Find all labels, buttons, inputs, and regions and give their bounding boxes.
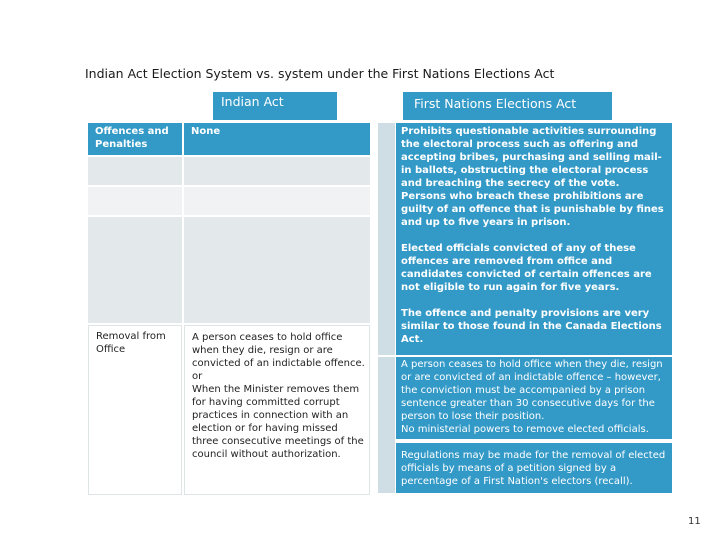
indian-act-header: Indian Act (213, 92, 337, 120)
separator-strip-2 (378, 357, 395, 493)
removal-fnea-para-3: Regulations may be made for the removal of elected officials by means of a petition signed by a percentage of a First Nation's electors (recall). (401, 450, 666, 487)
removal-indian-act-text-2: When the Minister removes them for having committed corrupt practices in connection with an election or for having missed three consecutive meetings of the council without authorization. (192, 384, 364, 460)
removal-fnea-para-2: No ministerial powers to remove elected officials. (401, 424, 649, 435)
page-number: 11 (688, 516, 701, 527)
offences-indian-spacer-3 (184, 217, 370, 323)
removal-fnea-cell-2 (396, 443, 672, 493)
separator-strip-1 (378, 123, 395, 355)
removal-label-cell (88, 325, 182, 495)
offences-fnea-para-3: Elected officials convicted of any of these offences are removed from office and candidates convicted of certain offences are not eligible to run again for five years. (401, 243, 652, 293)
removal-indian-act-text: A person ceases to hold office when they die, resign or are convicted of an indictable offence. (192, 332, 365, 369)
offences-label: Offences and Penalties (95, 126, 169, 150)
offences-fnea-para-4: The offence and penalty provisions are very similar to those found in the Canada Elections Act. (401, 308, 662, 345)
removal-indian-act-or: or (192, 371, 203, 382)
offences-fnea-cell (396, 123, 672, 355)
offences-indian-act-text: None (191, 126, 221, 137)
fnea-header: First Nations Elections Act (403, 92, 612, 120)
offences-fnea-para-2: Persons who breach these prohibitions are guilty of an offence that is punishable by fines and up to five years in prison. (401, 191, 664, 228)
offences-indian-act-cell (184, 123, 370, 155)
removal-fnea-cell-1 (396, 357, 672, 439)
offences-label-spacer-3 (88, 217, 182, 323)
offences-indian-spacer-2 (184, 187, 370, 215)
offences-label-cell (88, 123, 182, 155)
offences-label-spacer-1 (88, 157, 182, 185)
offences-indian-spacer-1 (184, 157, 370, 185)
offences-label-spacer-2 (88, 187, 182, 215)
removal-indian-act-cell (184, 325, 370, 495)
removal-label: Removal from Office (96, 331, 166, 355)
page-title: Indian Act Election System vs. system under the First Nations Elections Act (85, 66, 555, 81)
removal-fnea-para-1: A person ceases to hold office when they die, resign or are convicted of an indictable offence – however, the conviction must be accompanied by a prison sentence greater than 30 consecutive days for the person to lose their position. (401, 359, 663, 422)
offences-fnea-para-1: Prohibits questionable activities surrounding the electoral process such as offering and accepting bribes, purchasing and selling mail-in ballots, obstructing the electoral process and breaching the secrecy of the vote. (401, 126, 662, 189)
